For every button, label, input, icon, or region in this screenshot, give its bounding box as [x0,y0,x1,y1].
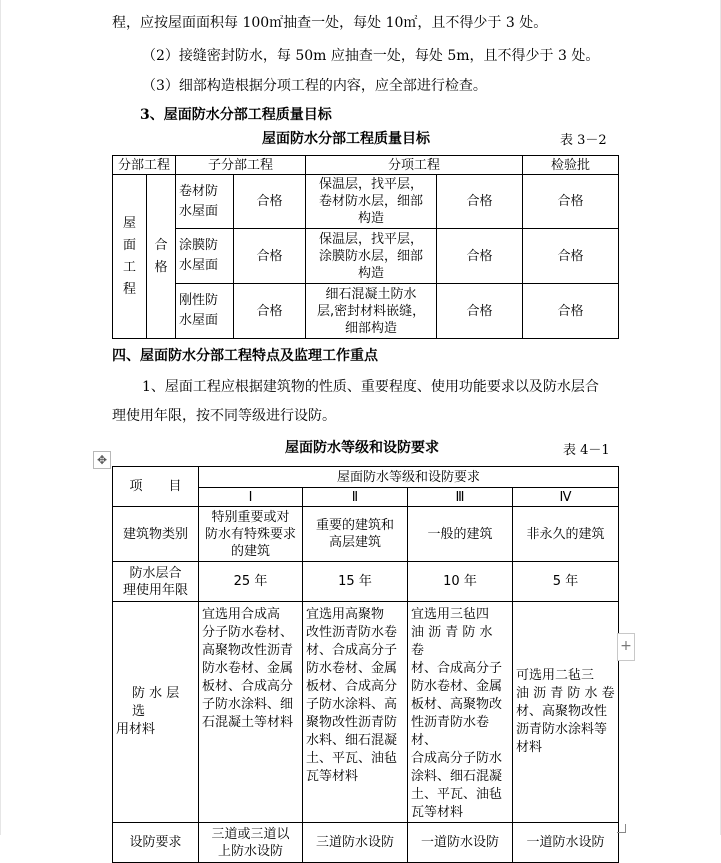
cell-sub-result: 合格 [234,175,306,229]
section-heading-4: 四、屋面防水分部工程特点及监理工作重点 [112,348,378,364]
cell-grade-3: 一般的建筑 [408,507,513,562]
cell-sub-result: 合格 [234,229,306,284]
paragraph-design-basis-1: 1、屋面工程应根据建筑物的性质、重要程度、使用功能要求以及防水层合 [142,379,599,395]
cell-sub-result: 合格 [234,284,306,339]
cell-batch: 合格 [523,175,619,229]
cell-items: 细石混凝土防水 层,密封材料嵌缝， 细部构造 [306,284,437,339]
paragraph-design-basis-2: 理使用年限，按不同等级进行设防。 [112,408,336,424]
cell-grade-2: 15 年 [303,562,408,602]
cell-grade-1: 三道或三道以 上防水设防 [199,823,303,863]
paragraph-joint-sealing: （2）接缝密封防水，每 50m 应抽查一处，每处 5m，且不得少于 3 处。 [142,48,600,64]
waterproof-grade-table [112,466,619,863]
cell-items: 保温层，找平层， 卷材防水层，细部 构造 [306,175,437,229]
paragraph-sampling-area: 程，应按屋面面积每 100㎡抽查一处，每处 10㎡，且不得少于 3 处。 [112,15,548,31]
section-heading-3: 3、屋面防水分部工程质量目标 [140,107,332,123]
table2-caption: 屋面防水等级和设防要求 [285,440,439,456]
table2-number: 表 4－1 [563,443,610,458]
cell-item-result: 合格 [437,284,523,339]
cell-sub-roll: 卷材防 水屋面 [176,175,234,229]
plus-icon: + [620,638,632,654]
header-subdivision: 子分部工程 [176,156,306,175]
cell-grade-4: 非永久的建筑 [513,507,619,562]
paragraph-detail-structure: （3）细部构造根据分项工程的内容，应全部进行检查。 [142,78,487,94]
table-resize-handle[interactable] [617,824,626,833]
cell-grade-4: 一道防水设防 [513,823,619,863]
table1-number: 表 3－2 [560,133,607,148]
cell-grade-2: 重要的建筑和 高层建筑 [303,507,408,562]
cell-sub-coating: 涂膜防 水屋面 [176,229,234,284]
row-label-defense: 设防要求 [113,823,199,863]
cell-grade-2: 三道防水设防 [303,823,408,863]
cell-item-result: 合格 [437,175,523,229]
row-label-service-life: 防水层合 理使用年限 [113,562,199,602]
cell-grade-3: 宜选用三毡四 油 沥 青 防 水 卷 材、合成高分子 防水卷材、金属 板材、高聚物改 性沥青防水卷材、 合成高分子防水 涂料、细石混凝 土、平瓦、油毡 瓦等材料 [408,602,513,823]
header-grade-3: Ⅲ [408,488,513,507]
cell-item-result: 合格 [437,229,523,284]
cell-grade-3: 一道防水设防 [408,823,513,863]
quality-target-table [112,155,619,339]
cell-grade-4: 5 年 [513,562,619,602]
cell-division: 屋 面 工 程 [113,175,147,339]
cell-batch: 合格 [523,284,619,339]
cell-grade-4: 可选用二毡三 油 沥 青 防 水 卷 材、高聚物改性 沥青防水涂料等 材料 [513,602,619,823]
cell-items: 保温层，找平层， 涂膜防水层，细部 构造 [306,229,437,284]
header-grade-2: Ⅱ [303,488,408,507]
four-way-arrow-icon: ✥ [96,453,108,467]
header-item-label: 项 目 [113,467,199,507]
table1-caption: 屋面防水分部工程质量目标 [262,131,430,147]
header-batch: 检验批 [523,156,619,175]
header-division: 分部工程 [113,156,176,175]
header-grade-group: 屋面防水等级和设防要求 [199,467,619,488]
cell-grade-1: 宜选用合成高 分子防水卷材、 高聚物改性沥青 防水卷材、金属 板材、合成高分 子防水涂料、细 石混凝土等材料 [199,602,303,823]
cell-batch: 合格 [523,229,619,284]
cell-sub-rigid: 刚性防 水屋面 [176,284,234,339]
cell-grade-3: 10 年 [408,562,513,602]
cell-grade-2: 宜选用高聚物 改性沥青防水卷 材、合成高分子 防水卷材、金属 板材、合成高分 子防水涂料、高 聚物改性沥青防 水料、细石混凝 土、平瓦、油毡 瓦等材料 [303,602,408,823]
row-label-building-type: 建筑物类别 [113,507,199,562]
cell-grade-1: 特别重要或对 防水有特殊要求 的建筑 [199,507,303,562]
cell-grade-1: 25 年 [199,562,303,602]
row-label-materials: 防 水 层 选 用材料 [113,602,199,823]
page-left-edge [0,0,1,835]
cell-division-result: 合 格 [147,175,176,339]
header-grade-1: Ⅰ [199,488,303,507]
header-item: 分项工程 [306,156,523,175]
header-grade-4: Ⅳ [513,488,619,507]
table-move-handle[interactable] [93,451,111,469]
table-add-column-handle[interactable] [617,633,635,661]
